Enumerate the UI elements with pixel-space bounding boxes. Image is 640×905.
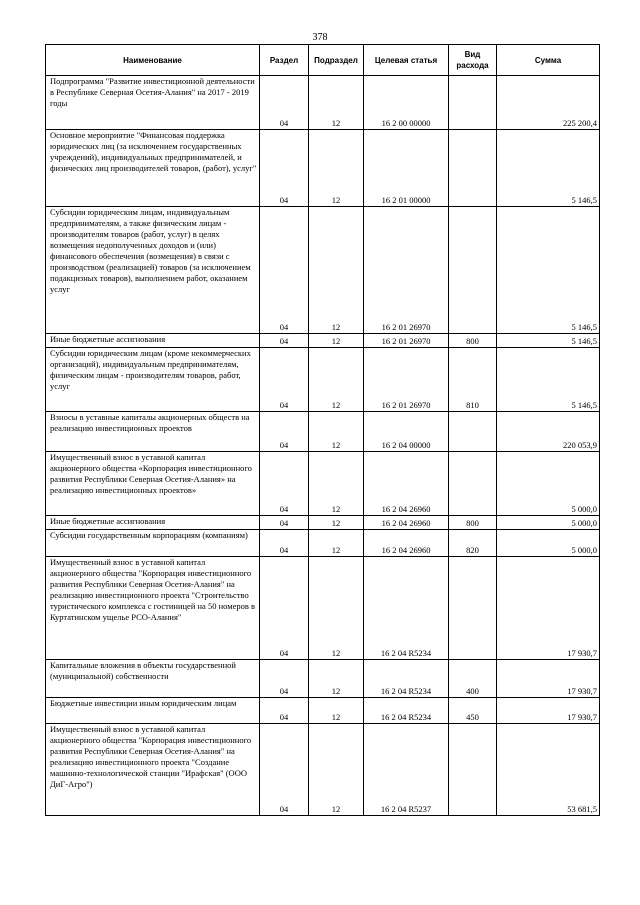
- table-row: [46, 334, 600, 348]
- cell-vid: [449, 724, 497, 816]
- cell-statya: 16 2 04 R5237: [364, 724, 449, 816]
- table-row: [46, 698, 600, 724]
- header-podrazdel: Подраздел: [309, 45, 364, 76]
- cell-name: Субсидии юридическим лицам, индивидуальным предпринимателям, а также физическим лицам - производителям товаров (работ, услуг) в целях возмещения недополученных доходов и (или) финансового обеспечения (возмещения) в связи с производством (реализацией) товаров (за исключением подакцизных товаров), выполнением работ, оказанием услуг: [46, 207, 260, 334]
- table-row: [46, 452, 600, 516]
- table-row: [46, 207, 600, 334]
- cell-razdel: 04: [260, 412, 309, 452]
- cell-statya: 16 2 04 26960: [364, 516, 449, 530]
- header-statya: Целевая статья: [364, 45, 449, 76]
- cell-statya: 16 2 00 00000: [364, 76, 449, 130]
- table-row: [46, 130, 600, 207]
- header-summa: Сумма: [497, 45, 600, 76]
- cell-statya: 16 2 04 R5234: [364, 698, 449, 724]
- table-row: [46, 660, 600, 698]
- cell-vid: [449, 452, 497, 516]
- cell-razdel: 04: [260, 207, 309, 334]
- cell-statya: 16 2 04 26960: [364, 452, 449, 516]
- cell-vid: 810: [449, 348, 497, 412]
- cell-razdel: 04: [260, 130, 309, 207]
- cell-razdel: 04: [260, 516, 309, 530]
- cell-podrazdel: 12: [309, 412, 364, 452]
- budget-table: [45, 44, 600, 816]
- table-row: [46, 530, 600, 557]
- cell-razdel: 04: [260, 660, 309, 698]
- page-number: 378: [312, 32, 328, 43]
- cell-statya: 16 2 01 00000: [364, 130, 449, 207]
- cell-summa: 5 000,0: [497, 452, 600, 516]
- cell-podrazdel: 12: [309, 660, 364, 698]
- cell-name: Основное мероприятие "Финансовая поддержка юридических лиц (за исключением государственных учреждений), индивидуальных предпринимателей, и физических лиц производителей товаров, (работ), услуг": [46, 130, 260, 207]
- cell-podrazdel: 12: [309, 557, 364, 660]
- cell-vid: 820: [449, 530, 497, 557]
- cell-name: Подпрограмма "Развитие инвестиционной деятельности в Республике Северная Осетия-Алания" на 2017 - 2019 годы: [46, 76, 260, 130]
- cell-name: Субсидии юридическим лицам (кроме некоммерческих организаций), индивидуальным предпринимателям, физическим лицам - производителям товаров, работ, услуг: [46, 348, 260, 412]
- cell-vid: [449, 76, 497, 130]
- cell-summa: 5 146,5: [497, 348, 600, 412]
- cell-vid: [449, 130, 497, 207]
- table-row: [46, 412, 600, 452]
- header-name: Наименование: [46, 45, 260, 76]
- cell-name: Капитальные вложения в объекты государственной (муниципальной) собственности: [46, 660, 260, 698]
- table-row: [46, 76, 600, 130]
- cell-statya: 16 2 04 R5234: [364, 557, 449, 660]
- cell-podrazdel: 12: [309, 698, 364, 724]
- cell-summa: 5 146,5: [497, 334, 600, 348]
- cell-vid: 800: [449, 516, 497, 530]
- cell-podrazdel: 12: [309, 724, 364, 816]
- table-row: [46, 724, 600, 816]
- cell-podrazdel: 12: [309, 334, 364, 348]
- header-razdel: Раздел: [260, 45, 309, 76]
- cell-vid: [449, 557, 497, 660]
- cell-summa: 225 200,4: [497, 76, 600, 130]
- cell-statya: 16 2 04 00000: [364, 412, 449, 452]
- cell-razdel: 04: [260, 698, 309, 724]
- cell-summa: 53 681,5: [497, 724, 600, 816]
- cell-name: Имущественный взнос в уставной капитал акционерного общества «Корпорация инвестиционного развития Республики Северная Осетия-Алания» на реализацию инвестиционных проектов»: [46, 452, 260, 516]
- table-header-row: [46, 45, 600, 76]
- cell-name: Имущественный взнос в уставной капитал акционерного общества "Корпорация инвестиционного развития Республики Северная Осетия-Алания" на реализацию инвестиционного проекта "Создание машинно-технологической станции "Ирафская" (ООО ДиГ-Агро"): [46, 724, 260, 816]
- cell-summa: 17 930,7: [497, 698, 600, 724]
- cell-summa: 5 000,0: [497, 516, 600, 530]
- header-vid: Вид расхода: [449, 45, 497, 76]
- cell-podrazdel: 12: [309, 348, 364, 412]
- cell-vid: [449, 412, 497, 452]
- cell-razdel: 04: [260, 557, 309, 660]
- cell-podrazdel: 12: [309, 76, 364, 130]
- cell-summa: 17 930,7: [497, 660, 600, 698]
- cell-vid: 800: [449, 334, 497, 348]
- cell-razdel: 04: [260, 348, 309, 412]
- cell-summa: 5 146,5: [497, 207, 600, 334]
- cell-name: Имущественный взнос в уставной капитал акционерного общества "Корпорация инвестиционного развития Республики Северная Осетия-Алания" на реализацию инвестиционного проекта "Строительство туристического комплекса с гостиницей на 50 номеров в Куртатинском ущелье РСО-Алания": [46, 557, 260, 660]
- cell-vid: [449, 207, 497, 334]
- cell-razdel: 04: [260, 452, 309, 516]
- cell-name: Иные бюджетные ассигнования: [46, 516, 260, 530]
- table-row: [46, 516, 600, 530]
- cell-summa: 5 146,5: [497, 130, 600, 207]
- cell-statya: 16 2 04 R5234: [364, 660, 449, 698]
- cell-name: Бюджетные инвестиции иным юридическим лицам: [46, 698, 260, 724]
- cell-summa: 220 053,9: [497, 412, 600, 452]
- cell-name: Иные бюджетные ассигнования: [46, 334, 260, 348]
- cell-podrazdel: 12: [309, 516, 364, 530]
- table-row: [46, 557, 600, 660]
- cell-statya: 16 2 01 26970: [364, 334, 449, 348]
- cell-summa: 5 000,0: [497, 530, 600, 557]
- cell-statya: 16 2 04 26960: [364, 530, 449, 557]
- table-row: [46, 348, 600, 412]
- cell-podrazdel: 12: [309, 130, 364, 207]
- cell-vid: 450: [449, 698, 497, 724]
- cell-name: Субсидии государственным корпорациям (компаниям): [46, 530, 260, 557]
- cell-statya: 16 2 01 26970: [364, 348, 449, 412]
- cell-name: Взносы в уставные капиталы акционерных обществ на реализацию инвестиционных проектов: [46, 412, 260, 452]
- cell-podrazdel: 12: [309, 207, 364, 334]
- cell-vid: 400: [449, 660, 497, 698]
- cell-razdel: 04: [260, 334, 309, 348]
- cell-summa: 17 930,7: [497, 557, 600, 660]
- cell-podrazdel: 12: [309, 530, 364, 557]
- cell-razdel: 04: [260, 530, 309, 557]
- cell-podrazdel: 12: [309, 452, 364, 516]
- cell-razdel: 04: [260, 724, 309, 816]
- cell-razdel: 04: [260, 76, 309, 130]
- cell-statya: 16 2 01 26970: [364, 207, 449, 334]
